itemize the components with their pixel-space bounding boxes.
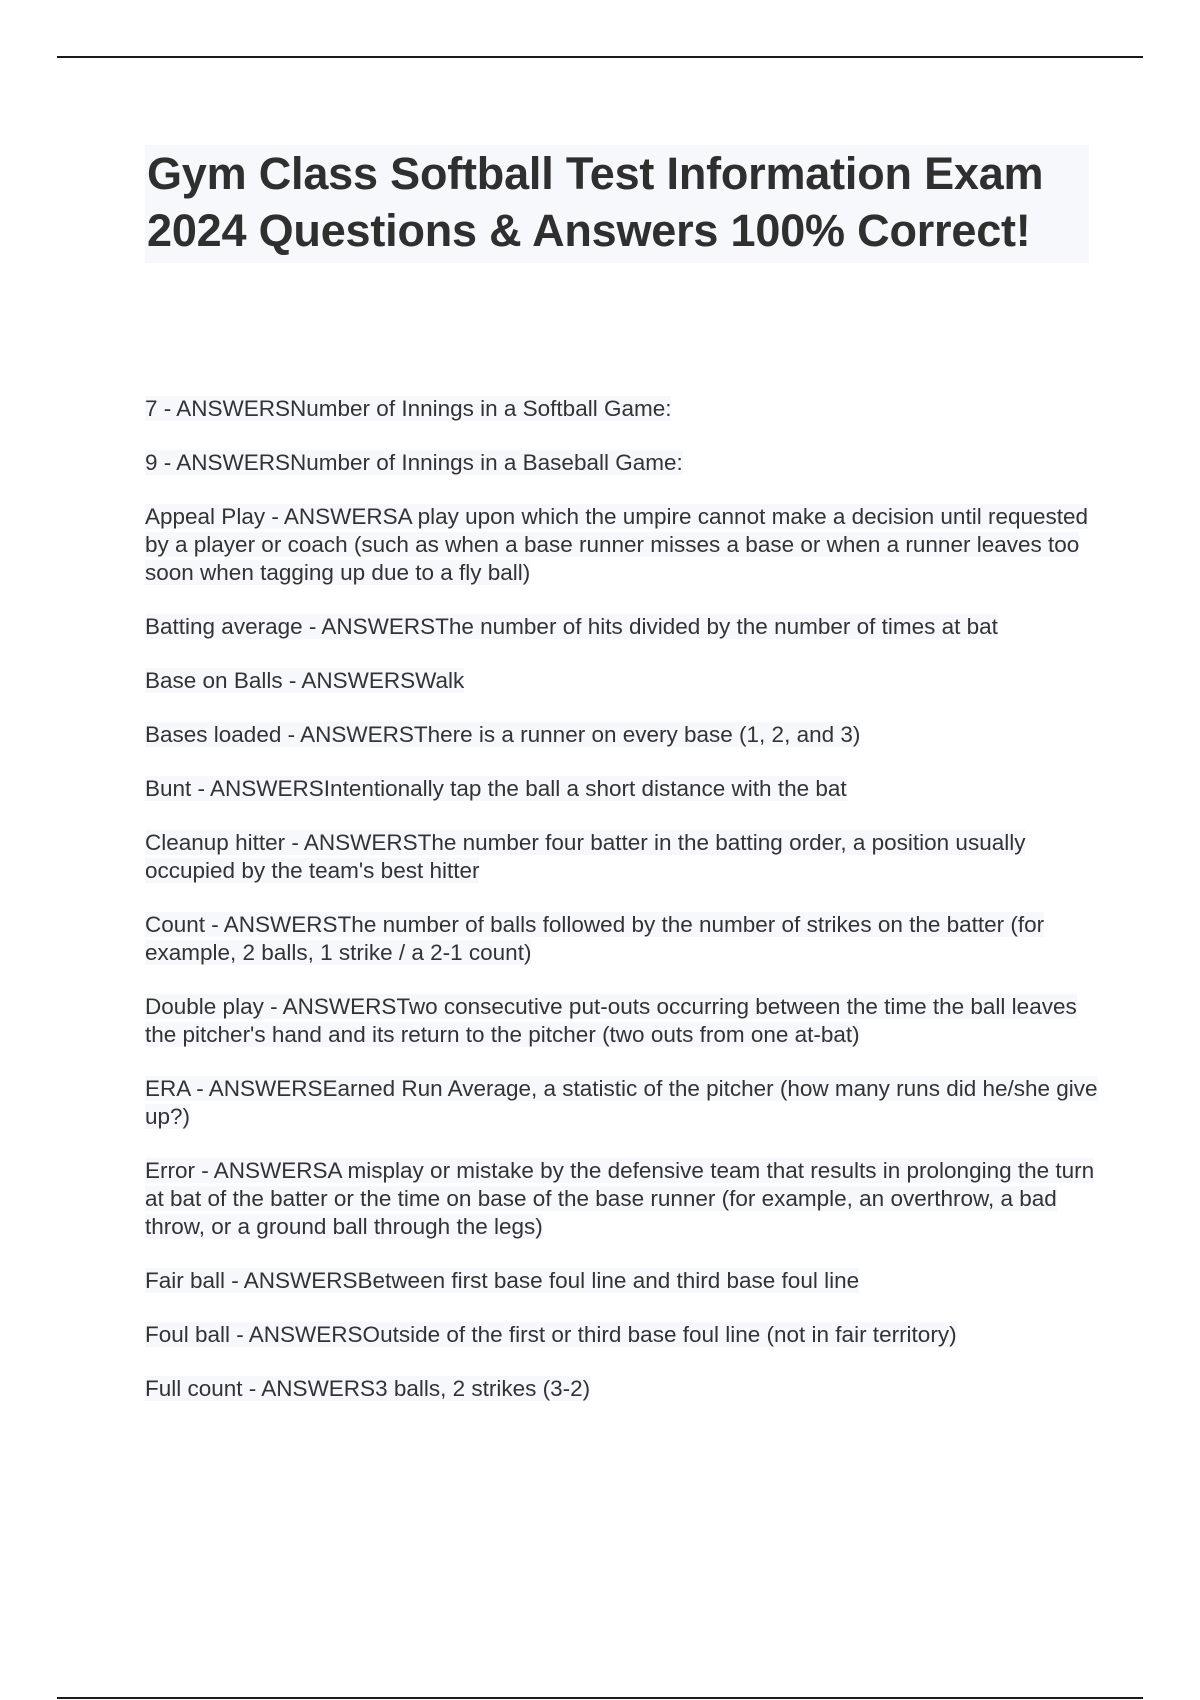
bottom-divider	[57, 1697, 1143, 1699]
qa-entry: Cleanup hitter - ANSWERSThe number four batter in the batting order, a position usually occupied by the team's best hitter	[145, 830, 1026, 883]
qa-entry: Batting average - ANSWERSThe number of hits divided by the number of times at bat	[145, 614, 998, 639]
qa-entry: Foul ball - ANSWERSOutside of the first or third base foul line (not in fair territory)	[145, 1322, 957, 1347]
qa-list	[145, 395, 1105, 1429]
title-block	[145, 145, 1089, 263]
qa-entry: Base on Balls - ANSWERSWalk	[145, 668, 465, 693]
qa-entry: Double play - ANSWERSTwo consecutive put-outs occurring between the time the ball leaves the pitcher's hand and its return to the pitcher (two outs from one at-bat)	[145, 994, 1077, 1047]
qa-entry: Bases loaded - ANSWERSThere is a runner on every base (1, 2, and 3)	[145, 722, 861, 747]
qa-entry: 7 - ANSWERSNumber of Innings in a Softball Game:	[145, 396, 672, 421]
document-title: Gym Class Softball Test Information Exam 2024 Questions & Answers 100% Correct!	[147, 148, 1044, 256]
qa-entry: Error - ANSWERSA misplay or mistake by the defensive team that results in prolonging the turn at bat of the batter or the time on base of the base runner (for example, an overthrow, a bad throw, or a ground ball through the legs)	[145, 1158, 1095, 1239]
qa-entry: Full count - ANSWERS3 balls, 2 strikes (3-2)	[145, 1376, 591, 1401]
qa-entry: Appeal Play - ANSWERSA play upon which the umpire cannot make a decision until requested by a player or coach (such as when a base runner misses a base or when a runner leaves too soon when tagging up due to a fly ball)	[145, 504, 1089, 585]
qa-entry: Count - ANSWERSThe number of balls followed by the number of strikes on the batter (for example, 2 balls, 1 strike / a 2-1 count)	[145, 912, 1045, 965]
qa-entry: 9 - ANSWERSNumber of Innings in a Baseball Game:	[145, 450, 683, 475]
qa-entry: ERA - ANSWERSEarned Run Average, a statistic of the pitcher (how many runs did he/she give up?)	[145, 1076, 1098, 1129]
top-divider	[57, 56, 1143, 58]
qa-entry: Fair ball - ANSWERSBetween first base foul line and third base foul line	[145, 1268, 860, 1293]
qa-entry: Bunt - ANSWERSIntentionally tap the ball a short distance with the bat	[145, 776, 847, 801]
